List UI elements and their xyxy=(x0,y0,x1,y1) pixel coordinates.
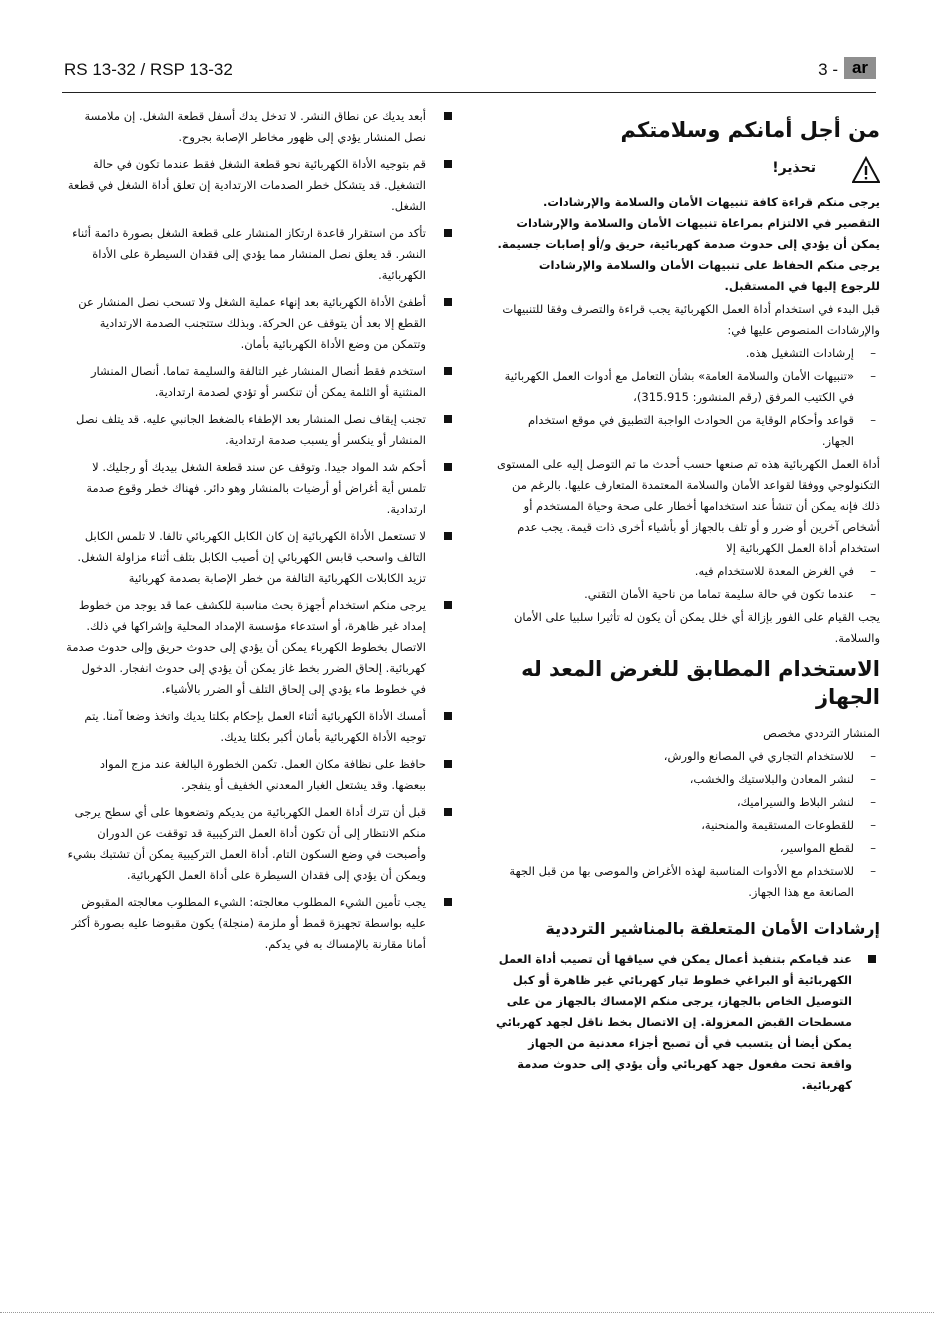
warning-block xyxy=(496,156,880,190)
section-title-intended-use: الاستخدام المطابق للغرض المعد له الجهاز xyxy=(521,657,880,709)
warning-paragraph: يرجى منكم قراءة كافة تنبيهات الأمان والسلامة والإرشادات. التقصير في الالتزام بمراعاة تنبيهات الأمان والسلامة والإرشادات يمكن أن يؤدي إلى حدوث صدمة كهربائية، حريق و/أو إصابات جسيمة. يرجى منكم الحفاظ على تنبيهات الأمان والسلامة والإرشادات للرجوع إليها في المستقبل. xyxy=(497,195,880,293)
warning-label: تحذير! xyxy=(772,160,816,176)
list-item: أحكم شد المواد جيدا. وتوقف عن سند قطعة الشغل بيديك أو رجليك. لا تلمس أية أغراض أو أرضيات بالمنشار وهو دائر. فهناك خطر وقوع صدمة ارتدادية. xyxy=(64,457,456,520)
list-item: قم بتوجيه الأداة الكهربائية نحو قطعة الشغل فقط عندما تكون في حالة التشغيل. قد يتشكل خطر الصدمات الارتدادية إن تعلق أداة الشغل في قطعة الشغل. xyxy=(64,154,456,217)
list-item: لا تستعمل الأداة الكهربائية إن كان الكابل الكهربائي تالفا. لا تلمس الكابل التالف واسحب قابس الكهربائي إن أصيب الكابل بتلف أثناء مزاولة الشغل. تزيد الكابلات الكهربائية التالفة من خطر الإصابة بصدمة كهربائية xyxy=(64,526,456,589)
list-item: – لنشر المعادن والبلاستيك والخشب، xyxy=(496,769,880,790)
intended-use-intro: المنشار الترددي مخصص xyxy=(763,726,880,740)
tool-state-paragraph: أداة العمل الكهربائية هذه تم صنعها حسب أحدث ما تم التوصل إليه على المستوى التكنولوجي ووفقا لقواعد الأمان والسلامة المعتمدة المتعارف عليها. بالرغم من ذلك فإنه يمكن أن تنشأ عند استخدامها أخطار على صحة وحياة المستخدم أو أشخاص آخرين أو ضرر و أو تلف بالجهاز أو بأشياء أخرى ذات قيمة. يجب عدم استخدام أداة العمل الكهربائية إلا xyxy=(496,457,880,555)
right-column xyxy=(496,106,880,1102)
list-item: – عندما تكون في حالة سليمة تماما من ناحية الأمان التقني. xyxy=(496,584,880,605)
list-item: – للقطوعات المستقيمة والمنحنية، xyxy=(496,815,880,836)
instructions-list xyxy=(496,343,880,452)
language-badge: ar xyxy=(844,57,876,79)
list-item: أمسك الأداة الكهربائية أثناء العمل بإحكام بكلتا يديك واتخذ وضعا آمنا. يتم توجيه الأداة الكهربائية بأمان أكبر بكلتا يديك. xyxy=(64,706,456,748)
safety-rules-list xyxy=(64,106,426,955)
section-title-saw-safety: إرشادات الأمان المتعلقة بالمناشير الترددية xyxy=(545,919,880,938)
list-item: – «تنبيهات الأمان والسلامة العامة» بشأن التعامل مع أدوات العمل الكهربائية في الكتيب المرفق (رقم المنشور: 315.915)، xyxy=(496,366,880,408)
list-item: حافظ على نظافة مكان العمل. تكمن الخطورة البالغة عند مزج المواد ببعضها. وقد يشتعل الغبار المعدني الخفيف أو ينفجر. xyxy=(64,754,456,796)
list-item: تأكد من استقرار قاعدة ارتكاز المنشار على قطعة الشغل بصورة دائمة أثناء النشر. قد يعلق نصل المنشار مما يؤدي إلى فقدان السيطرة على الأداة الكهربائية. xyxy=(64,223,456,286)
header-rule xyxy=(62,92,876,93)
list-item: – للاستخدام مع الأدوات المناسبة لهذه الأغراض والموصى بها من قبل الجهة الصانعة مع هذا الجهاز. xyxy=(496,861,880,903)
list-item: تجنب إيقاف نصل المنشار بعد الإطفاء بالضغط الجانبي عليه. قد يتلف نصل المنشار أو ينكسر أو يسبب صدمة ارتدادية. xyxy=(64,409,456,451)
model-name: RS 13-32 / RSP 13-32 xyxy=(64,60,233,79)
list-item: قبل أن تترك أداة العمل الكهربائية من يديكم وتضعوها على أي سطح يرجى منكم الانتظار إلى أن تكون أداة العمل التركيبية قد توقفت عن الدوران وأصبحت في وضع السكون التام. أداة العمل التركيبية يمكن أن تشتبك بشيء ويمكن أن يؤدي إلى فقدان السيطرة على أداة العمل الكهربائية. xyxy=(64,802,456,886)
left-column xyxy=(64,106,426,961)
list-item: يجب تأمين الشيء المطلوب معالجته: الشيء المطلوب معالجته المقبوض عليه بواسطة تجهيزة قمط أو ملزمة (منجلة) يكون مقبوضا عليه بصورة أكثر أمانا مقارنة بالإمساك به في يدكم. xyxy=(64,892,456,955)
fault-paragraph: يجب القيام على الفور بإزالة أي خلل يمكن أن يكون له تأثيرا سلبيا على الأمان والسلامة. xyxy=(513,610,880,645)
list-item: – لقطع المواسير، xyxy=(496,838,880,859)
before-use-paragraph: قبل البدء في استخدام أداة العمل الكهربائية يجب قراءة والتصرف وفقا للتنبيهات والإرشادات المنصوص عليها في: xyxy=(502,302,880,337)
list-item: استخدم فقط أنصال المنشار غير التالفة والسليمة تماما. أنصال المنشار المنثنية أو الثلمة يمكن أن تنكسر أو تؤدي لصدمة ارتدادية. xyxy=(64,361,456,403)
usage-conditions-list xyxy=(496,561,880,605)
saw-safety-list xyxy=(496,949,880,1096)
page-number: 3 - xyxy=(818,60,838,79)
section-title-safety: من أجل أمانكم وسلامتكم xyxy=(620,118,880,142)
list-item: أبعد يديك عن نطاق النشر. لا تدخل يدك أسفل قطعة الشغل. إن ملامسة نصل المنشار يؤدي إلى ظهور مخاطر الإصابة بجروح. xyxy=(64,106,456,148)
intended-use-list xyxy=(496,746,880,903)
list-item: عند قيامكم بتنفيذ أعمال يمكن في سياقها أن تصيب أداة العمل الكهربائية أو البراغي خطوط تيار كهربائي غير ظاهرة أو كبل التوصيل الخاص بالجهاز، يرجى منكم الإمساك بالجهاز من على مسطحات القبض المعزولة. إن الاتصال بخط ناقل لجهد كهربائي يمكن أيضا أن يتسبب في أن تصبح أجزاء معدنية من الجهاز واقعة تحت مفعول جهد كهربائي وأن يؤدي إلى حدوث صدمة كهربائية. xyxy=(496,949,880,1096)
page-bottom-rule xyxy=(0,1312,934,1313)
list-item: يرجى منكم استخدام أجهزة بحث مناسبة للكشف عما قد يوجد من خطوط إمداد غير ظاهرة، أو استدعاء مؤسسة الإمداد المحلية وإشراكها في ذلك. الاتصال بخطوط الكهرباء يمكن أن يؤدي إلى حدوث حريق وإلى حدوث صدمة كهربائية. إلحاق الضرر بخط غاز يمكن أن يؤدي إلى حدوث انفجار. الدخول في خطوط ماء يؤدي إلى إلحاق التلف أو الضرر بالأشياء. xyxy=(64,595,456,700)
list-item: – للاستخدام التجاري في المصانع والورش، xyxy=(496,746,880,767)
list-item: – لنشر البلاط والسيراميك، xyxy=(496,792,880,813)
list-item: – في الغرض المعدة للاستخدام فيه. xyxy=(496,561,880,582)
list-item: أطفئ الأداة الكهربائية بعد إنهاء عملية الشغل ولا تسحب نصل المنشار عن القطع إلا بعد أن يتوقف عن الحركة. وبذلك ستتجنب الصدمة الارتدادية وتتمكن من وضع الأداة الكهربائية بأمان. xyxy=(64,292,456,355)
list-item: – إرشادات التشغيل هذه. xyxy=(496,343,880,364)
list-item: – قواعد وأحكام الوقاية من الحوادث الواجبة التطبيق في موقع استخدام الجهاز. xyxy=(496,410,880,452)
warning-triangle-icon xyxy=(852,156,880,184)
page-header xyxy=(64,60,876,82)
